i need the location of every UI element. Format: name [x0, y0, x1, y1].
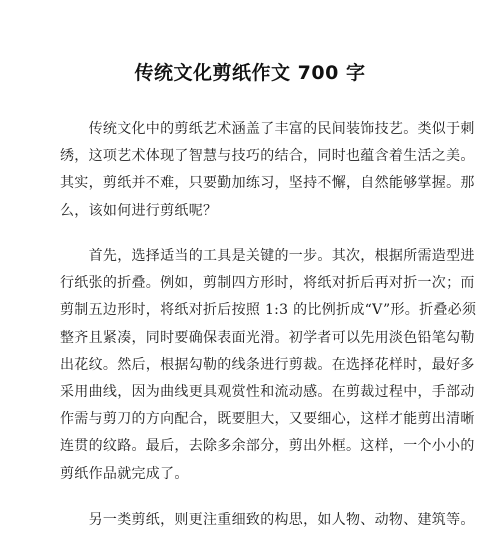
- text-line: 剪纸作品就完成了。: [60, 465, 189, 482]
- text-line: 么，该如何进行剪纸呢？: [60, 202, 218, 219]
- text-line: 作需与剪刀的方向配合，既要胆大，又要细心，这样才能剪出清晰: [60, 411, 475, 428]
- paragraph-1: [60, 116, 475, 225]
- paragraph-2: [60, 243, 477, 488]
- text-line: 整齐且紧凑，同时要确保表面光滑。初学者可以先用淡色铅笔勾勒: [60, 329, 475, 346]
- text-line: 连贯的纹路。最后，去除多余部分，剪出外框。这样，一个小小的: [60, 438, 475, 455]
- text-line: 出花纹。然后，根据勾勒的线条进行剪裁。在选择花样时，最好多: [60, 356, 475, 373]
- text-line: 绣，这项艺术体现了智慧与技巧的结合，同时也蕴含着生活之美。: [60, 148, 475, 165]
- text-line: 采用曲线，因为曲线更具观赏性和流动感。在剪裁过程中，手部动: [60, 383, 475, 400]
- paragraph-3: [60, 507, 475, 534]
- text-line: 剪制五边形时，将纸对折后按照 1:3 的比例折成“V”形。折叠必须: [60, 302, 477, 319]
- text-line: 传统文化中的剪纸艺术涵盖了丰富的民间装饰技艺。类似于刺: [60, 121, 475, 137]
- text-line: 其实，剪纸并不难，只要勤加练习，坚持不懈，自然能够掌握。那: [60, 175, 475, 192]
- text-line: 首先，选择适当的工具是关键的一步。其次，根据所需造型进: [60, 248, 475, 264]
- document-title: 传统文化剪纸作文 700 字: [134, 62, 366, 84]
- text-line: 另一类剪纸，则更注重细致的构思，如人物、动物、建筑等。: [60, 512, 475, 528]
- text-line: 行纸张的折叠。例如，剪制四方形时，将纸对折后再对折一次；而: [60, 275, 475, 292]
